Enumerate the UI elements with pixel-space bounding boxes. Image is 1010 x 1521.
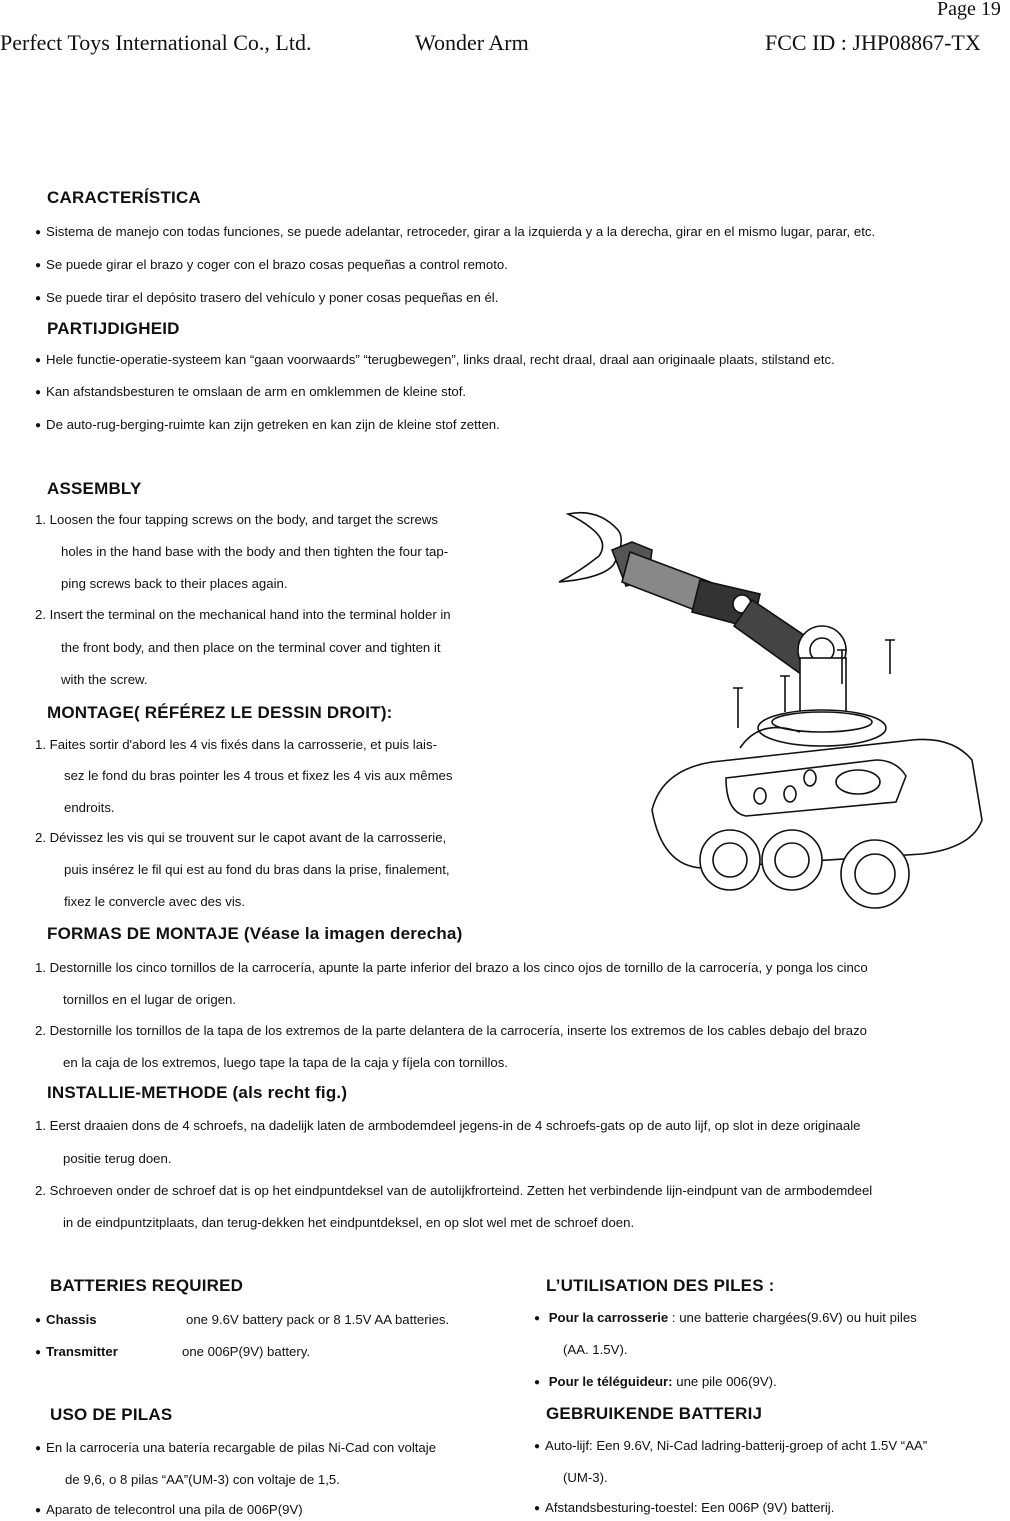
- assembly-title: ASSEMBLY: [47, 479, 142, 498]
- assembly-line: holes in the hand base with the body and then tighten the four tap-: [61, 544, 449, 559]
- partijdigheid-item: ● De auto-rug-berging-ruimte kan zijn getreken en kan zijn de kleine stof zetten.: [35, 417, 500, 435]
- page-label: Page: [937, 0, 976, 20]
- gebruikende-item: ● Auto-lijf: Een 9.6V, Ni-Cad ladring-batterij-groep of acht 1.5V “AA”: [534, 1438, 927, 1456]
- utilisation-label: Pour la carrosserie: [548, 1310, 669, 1325]
- gebruikende-item-line2: (UM-3).: [563, 1470, 608, 1485]
- uso-item: ● En la carrocería una batería recargable de pilas Ni-Cad con voltaje: [35, 1440, 436, 1458]
- uso-item: ● Aparato de telecontrol una pila de 006P(9V): [35, 1502, 303, 1520]
- robot-arm-illustration: [530, 500, 1000, 920]
- utilisation-item: [534, 1374, 777, 1392]
- formas-title: FORMAS DE MONTAJE (Véase la imagen derecha): [47, 924, 463, 943]
- montage-title: MONTAGE( RÉFÉREZ LE DESSIN DROIT):: [47, 703, 393, 722]
- partijdigheid-item: ● Hele functie-operatie-systeem kan “gaan voorwaards” “terugbewegen”, links draal, recht draal, draal aan originaale plaats, stilstand etc.: [35, 352, 835, 370]
- utilisation-value: une batterie chargées(9.6V) ou huit piles: [679, 1310, 917, 1325]
- montage-line: fixez le convercle avec des vis.: [64, 894, 246, 909]
- page-number-value: 19: [980, 0, 1001, 20]
- page-number: [937, 0, 1001, 21]
- gebruikende-item: ● Afstandsbesturing-toestel: Een 006P (9V) batterij.: [534, 1500, 834, 1518]
- formas-line: 1. Destornille los cinco tornillos de la carrocería, apunte la parte inferior del brazo a los cinco ojos de tornillo de la carrocería, y ponga los cinco: [35, 960, 868, 975]
- fcc-id: FCC ID : JHP08867-TX: [765, 30, 981, 55]
- gripper-shape: [559, 513, 621, 582]
- montage-line: 2. Dévissez les vis qui se trouvent sur le capot avant de la carrosserie,: [35, 830, 447, 845]
- caracteristica-item: ● Sistema de manejo con todas funciones, se puede adelantar, retroceder, girar a la izquierda y a la derecha, girar en el mismo lugar, parar, etc.: [35, 224, 875, 242]
- installie-title: INSTALLIE-METHODE (als recht fig.): [47, 1083, 348, 1102]
- assembly-line: ping screws back to their places again.: [61, 576, 288, 591]
- caracteristica-item: ● Se puede tirar el depósito trasero del vehículo y poner cosas pequeñas en él.: [35, 290, 498, 308]
- installie-line: in de eindpuntzitplaats, dan terug-dekken het eindpuntdeksel, en op slot wel met de schroef doen.: [63, 1215, 635, 1230]
- assembly-line: with the screw.: [61, 672, 148, 687]
- gebruikende-title: GEBRUIKENDE BATTERIJ: [546, 1404, 763, 1423]
- formas-line: en la caja de los extremos, luego tape la tapa de la caja y fíjela con tornillos.: [63, 1055, 508, 1070]
- formas-line: tornillos en el lugar de origen.: [63, 992, 237, 1007]
- batteries-transmitter-label: ● Transmitter: [35, 1344, 118, 1362]
- formas-line: 2. Destornille los tornillos de la tapa de los extremos de la parte delantera de la carrocería, inserte los extremos de los cables debajo del brazo: [35, 1023, 867, 1038]
- utilisation-sep: :: [668, 1310, 680, 1325]
- product-name: Wonder Arm: [415, 30, 529, 55]
- montage-line: endroits.: [64, 800, 115, 815]
- company-name: Perfect Toys International Co., Ltd.: [0, 30, 312, 55]
- assembly-line: 1. Loosen the four tapping screws on the body, and target the screws: [35, 512, 438, 527]
- batteries-chassis-value: one 9.6V battery pack or 8 1.5V AA batteries.: [186, 1312, 450, 1327]
- caracteristica-title: CARACTERÍSTICA: [47, 188, 201, 207]
- batteries-chassis-label: ● Chassis: [35, 1312, 97, 1330]
- batteries-transmitter-value: one 006P(9V) battery.: [182, 1344, 311, 1359]
- montage-line: 1. Faites sortir d'abord les 4 vis fixés dans la carrosserie, et puis lais-: [35, 737, 437, 752]
- utilisation-value: une pile 006(9V).: [676, 1374, 777, 1389]
- utilisation-title: L’UTILISATION DES PILES :: [546, 1276, 775, 1295]
- utilisation-item-line2: (AA. 1.5V).: [563, 1342, 628, 1357]
- assembly-line: the front body, and then place on the terminal cover and tighten it: [61, 640, 441, 655]
- installie-line: positie terug doen.: [63, 1151, 172, 1166]
- uso-item-line2: de 9,6, o 8 pilas “AA”(UM-3) con voltaje de 1,5.: [65, 1472, 340, 1487]
- caracteristica-item: ● Se puede girar el brazo y coger con el brazo cosas pequeñas a control remoto.: [35, 257, 508, 275]
- utilisation-label: Pour le téléguideur:: [548, 1374, 673, 1389]
- partijdigheid-title: PARTIJDIGHEID: [47, 319, 180, 338]
- partijdigheid-item: ● Kan afstandsbesturen te omslaan de arm en omklemmen de kleine stof.: [35, 384, 466, 402]
- utilisation-item: [534, 1310, 917, 1328]
- installie-line: 1. Eerst draaien dons de 4 schroefs, na dadelijk laten de armbodemdeel jegens-in de 4 schroefs-gats op de auto lijf, op slot in deze originaale: [35, 1118, 861, 1133]
- batteries-title: BATTERIES REQUIRED: [50, 1276, 244, 1295]
- assembly-line: 2. Insert the terminal on the mechanical hand into the terminal holder in: [35, 607, 451, 622]
- uso-title: USO DE PILAS: [50, 1405, 173, 1424]
- montage-line: puis insérez le fil qui est au fond du bras dans la prise, finalement,: [64, 862, 450, 877]
- montage-line: sez le fond du bras pointer les 4 trous et fixez les 4 vis aux mêmes: [64, 768, 453, 783]
- installie-line: 2. Schroeven onder de schroef dat is op het eindpuntdeksel van de autolijkfrorteind. Zetten het verbindende lijn-eindpunt van de armbodemdeel: [35, 1183, 873, 1198]
